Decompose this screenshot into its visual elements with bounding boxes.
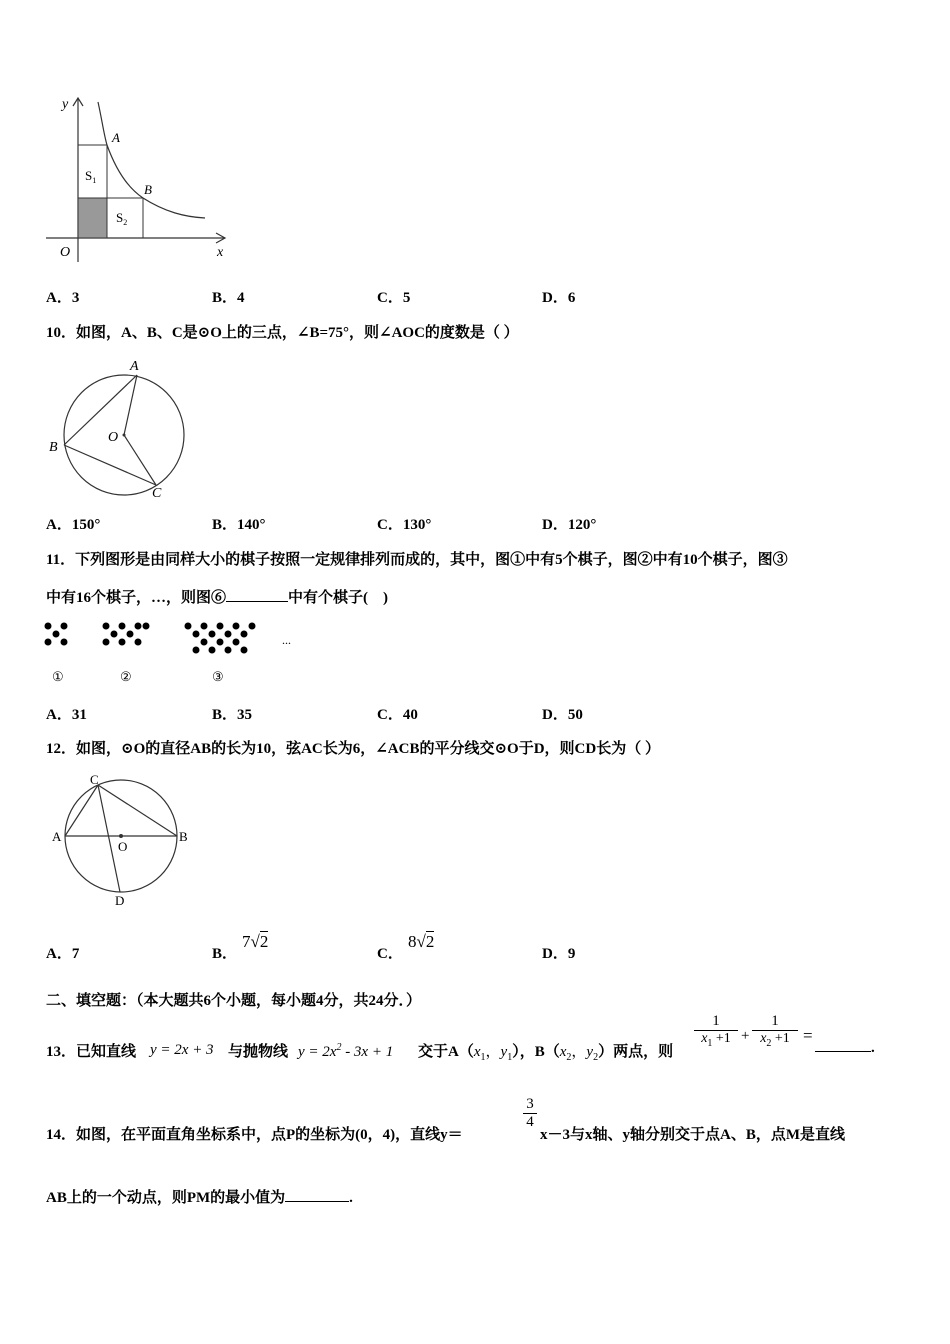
center-dot [123,434,126,437]
point-b-label: B [144,182,152,197]
q14-line2: AB上的一个动点，则PM的最小值为 . [46,1190,353,1206]
label-b: B [49,440,58,455]
chord-ba [64,375,137,445]
origin-label: O [60,245,71,260]
q11-option-c: C．40 [377,707,418,723]
label-b: B [179,829,188,844]
q9-option-a: A．3 [46,290,80,306]
q9-figure [40,90,240,265]
q13-equals: = [803,1026,813,1045]
q12-stem: 12．如图，⊙O的直径AB的长为10，弦AC长为6，∠ACB的平分线交⊙O于D，则CD长为（ ） [46,741,660,757]
q11-figure [40,618,310,690]
label-3: ③ [212,669,224,684]
q9-option-c: C．5 [377,290,411,306]
q14-line1-pre: 14．如图，在平面直角坐标系中，点P的坐标为(0，4)，直线y＝ [46,1127,463,1143]
q10-option-a: A．150° [46,517,101,533]
q10-option-b: B．140° [212,517,266,533]
answer-blank[interactable] [815,1050,871,1052]
q14-line1-post: x－3与x轴、y轴分别交于点A、B，点M是直线 [540,1127,845,1143]
q12-option-b-value: 7√2 [242,932,269,951]
q12-option-c: C． [377,946,403,962]
q14-fraction: $\frac{3}{4}$ [523,1096,537,1131]
q11-stem-pre: 中有16个棋子，…，则图⑥ [46,590,227,606]
label-a: A [52,829,62,844]
q11-stem-post: 中有个棋子( ) [288,590,389,606]
q9-option-d: D．6 [542,290,576,306]
shaded-rect [78,198,107,238]
s2-label: $S_2$ [116,210,128,227]
point-a-label: A [112,130,120,145]
label-a: A [130,359,139,374]
q13-fraction-1: $\frac{1}{x_1 +1}$ [694,1013,738,1049]
q12-option-b: B． [212,946,238,962]
q13-plus: + [741,1028,750,1044]
q13-mid: 与抛物线 [228,1044,289,1060]
q9-option-b: B．4 [212,290,245,306]
label-c: C [152,486,162,500]
q10-stem: 10．如图，A、B、C是⊙O上的三点，∠B=75°，则∠AOC的度数是（ ） [46,325,519,341]
s1-label: $S_1$ [85,168,97,185]
q11-option-a: A．31 [46,707,87,723]
label-2: ② [120,669,132,684]
chord-bc [64,445,156,485]
q12-option-c-value: 8√2 [408,932,435,951]
y-label: y [62,97,69,112]
answer-blank[interactable] [285,1200,349,1202]
s1-rect [78,145,107,198]
q13-points: 交于$A(x_1$，$y_1$），$B(x_2$，$y_2$）两点，则 [418,1044,674,1063]
x-label: x [217,245,224,260]
hyperbola-curve [98,102,205,218]
q11-stem-line2 [46,586,388,607]
q11-option-d: D．50 [542,707,583,723]
q12-figure [44,770,204,910]
q12-option-d: D．9 [542,946,576,962]
q11-stem-line1: 11．下列图形是由同样大小的棋子按照一定规律排列而成的，其中，图①中有5个棋子，图②中有10个棋子，图③ [46,552,788,568]
radius-oa [124,375,137,435]
q10-figure [44,355,194,500]
q13-line-expr: y = 2x + 3 [150,1042,214,1058]
label-c: C [90,772,99,787]
q13-prefix: 13．已知直线 [46,1044,137,1060]
q10-option-d: D．120° [542,517,597,533]
pattern-3 [185,623,256,654]
q13-fraction-2: $\frac{1}{x_2 +1}$ [752,1013,798,1049]
label-o: O [118,839,128,854]
ellipsis: ... [282,633,291,647]
section-2-title: 二、填空题：（本大题共6个小题，每小题4分，共24分．） [46,993,422,1009]
q13-answer: . [815,1040,875,1057]
pattern-2 [103,623,150,646]
chord-cb [98,785,177,836]
label-1: ① [52,669,64,684]
answer-blank[interactable] [226,600,288,602]
chord-ca [65,785,98,836]
label-d: D [115,893,125,908]
q12-option-a: A．7 [46,946,80,962]
pattern-1 [45,623,68,646]
q11-option-b: B．35 [212,707,253,723]
q13-parabola-expr: $y = 2x^2 - 3x + 1$ [298,1042,394,1060]
center-dot [119,834,123,838]
label-o: O [108,430,119,445]
q10-option-c: C．130° [377,517,432,533]
chord-cd [98,785,120,892]
